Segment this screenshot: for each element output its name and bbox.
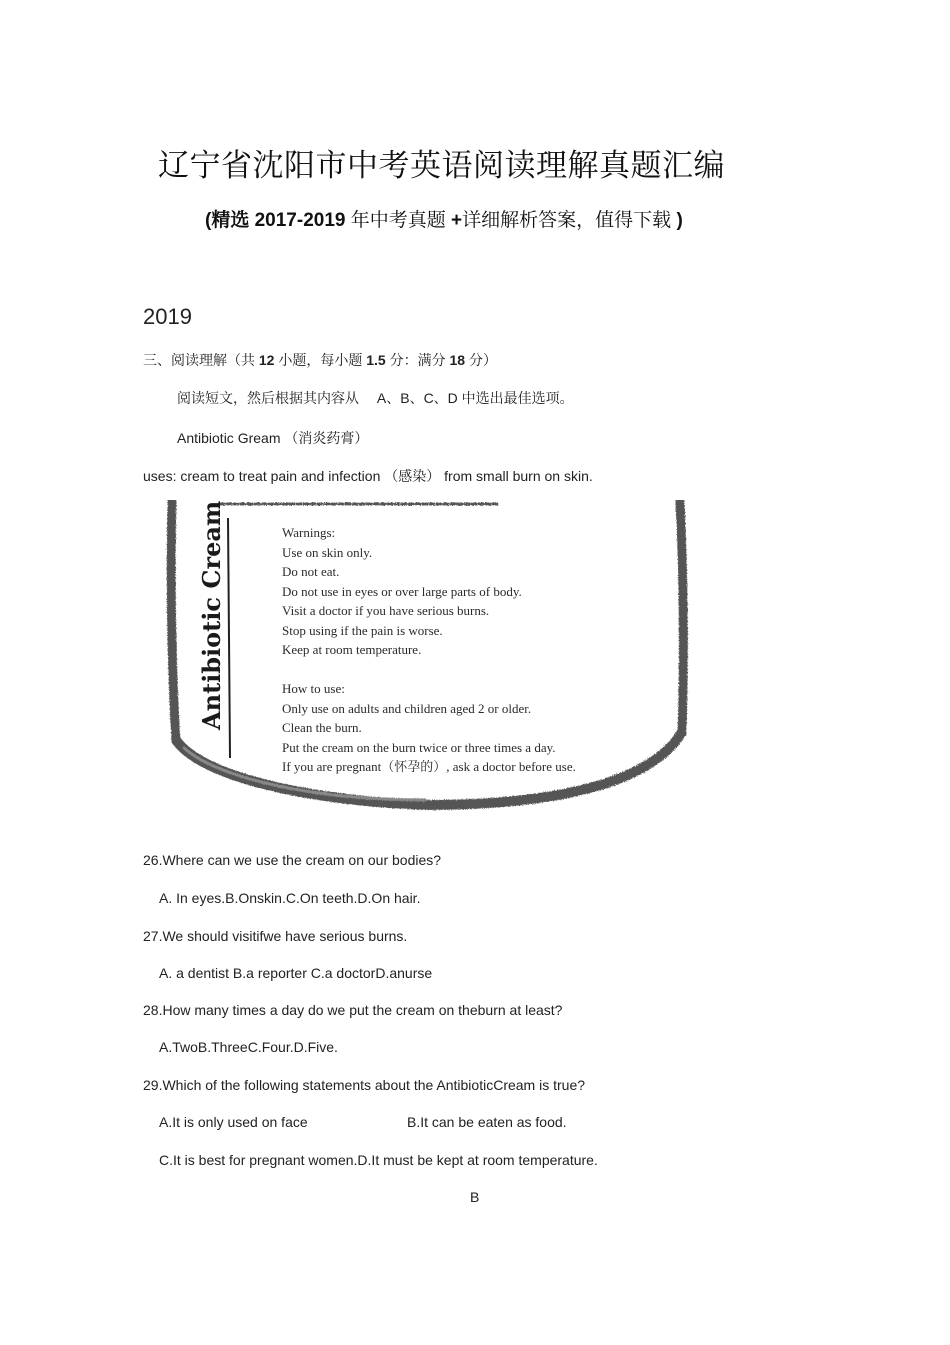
instruction: 阅读短文，然后根据其内容从 A、B、C、D 中选出最佳选项。 — [177, 390, 574, 406]
label-left-wall — [171, 502, 176, 740]
label-line: Keep at room temperature. — [282, 642, 422, 657]
section-mid1: 小题，每小题 — [274, 352, 367, 368]
label-line: Stop using if the pain is worse. — [282, 622, 443, 638]
label-line: Do not eat. — [282, 564, 340, 579]
question-29-option-a: A.It is only used on face — [159, 1114, 308, 1130]
question-28-options: A.TwoB.ThreeC.Four.D.Five. — [159, 1039, 338, 1055]
page-title: 辽宁省沈阳市中考英语阅读理解真题汇编 — [158, 148, 725, 184]
label-divider — [228, 518, 230, 758]
label-line: Only use on adults and children aged 2 or older. — [282, 700, 532, 716]
section-count: 12 — [258, 352, 275, 368]
subtitle-close: ) — [671, 210, 683, 231]
page-subtitle — [205, 205, 683, 232]
subtitle-rest: 详细解析答案，值得下载 — [462, 210, 672, 231]
label-text-block — [282, 523, 576, 777]
label-line: How to use: — [282, 681, 345, 696]
section-heading — [143, 350, 497, 370]
label-line: Do not use in eyes or over large parts of body. — [282, 583, 522, 599]
section-mid2: 分：满分 — [385, 352, 450, 368]
subtitle-plus: + — [451, 210, 463, 231]
subtitle-years: 2017-2019 — [254, 210, 346, 231]
question-29: 29.Which of the following statements about the AntibioticCream is true? — [143, 1077, 586, 1093]
subtitle-text: 年中考真题 — [345, 210, 452, 231]
label-line: Clean the burn. — [282, 720, 362, 735]
label-brand-vertical: Antibiotic Cream — [197, 500, 226, 730]
question-26-options: A. In eyes.B.Onskin.C.On teeth.D.On hair. — [159, 890, 421, 906]
question-27-options: A. a dentist B.a reporter C.a doctorD.anurse — [159, 965, 433, 981]
section-points: 1.5 — [366, 352, 386, 368]
label-line — [282, 660, 576, 680]
answer-text: B — [470, 1189, 480, 1205]
label-line: Warnings: — [282, 525, 336, 540]
label-line: If you are pregnant（怀孕的）, ask a doctor before use. — [282, 759, 576, 774]
label-line: Put the cream on the burn twice or three times a day. — [282, 739, 556, 755]
question-29-options-cd: C.It is best for pregnant women.D.It must be kept at room temperature. — [159, 1152, 598, 1168]
product-line: Antibiotic Gream （消炎药膏） — [177, 430, 369, 446]
subtitle-open: (精选 — [205, 210, 255, 231]
question-26: 26.Where can we use the cream on our bodies? — [143, 852, 442, 868]
question-29-option-b: B.It can be eaten as food. — [407, 1114, 567, 1130]
uses-line: uses: cream to treat pain and infection （感染） from small burn on skin. — [143, 468, 593, 484]
label-right-wall — [680, 502, 683, 730]
section-prefix: 三、阅读理解（共 — [143, 352, 259, 368]
label-line: Visit a doctor if you have serious burns. — [282, 603, 490, 618]
year-heading: 2019 — [143, 304, 192, 329]
section-total: 18 — [449, 352, 466, 368]
question-27: 27.We should visitifwe have serious burns. — [143, 928, 408, 944]
question-28: 28.How many times a day do we put the cream on theburn at least? — [143, 1002, 563, 1018]
label-line: Use on skin only. — [282, 544, 373, 560]
section-suffix: 分） — [465, 352, 497, 368]
